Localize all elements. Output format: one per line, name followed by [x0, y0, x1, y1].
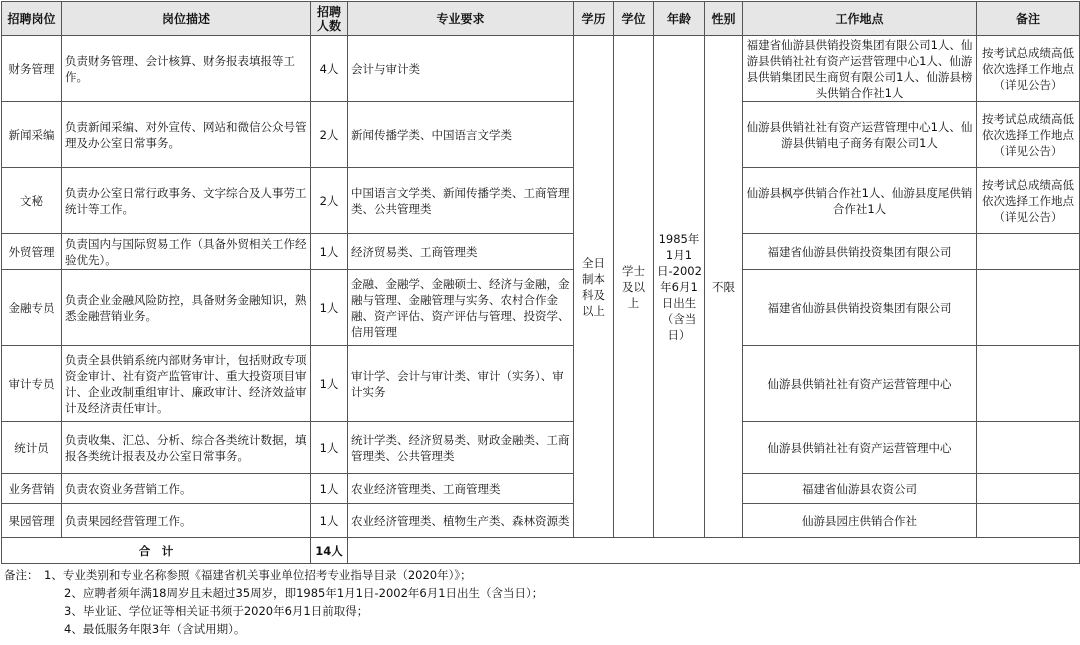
note-item: 1、专业类别和专业名称参照《福建省机关事业单位招考专业指导目录（2020年）》； [44, 568, 472, 582]
post-cell: 业务营销 [2, 474, 62, 504]
header-gender: 性别 [705, 2, 743, 36]
remark-cell [977, 270, 1080, 346]
header-major: 专业要求 [348, 2, 574, 36]
count-cell: 1人 [311, 474, 348, 504]
header-desc: 岗位描述 [62, 2, 311, 36]
note-line [4, 602, 1080, 620]
location-cell: 仙游县供销社社有资产运营管理中心 [743, 346, 977, 422]
notes-section [0, 564, 1080, 638]
post-cell: 金融专员 [2, 270, 62, 346]
desc-cell: 负责办公室日常行政事务、文字综合及人事劳工统计等工作。 [62, 168, 311, 234]
note-item: 3、毕业证、学位证等相关证书须于2020年6月1日前取得； [64, 604, 369, 618]
location-cell: 仙游县园庄供销合作社 [743, 504, 977, 538]
location-cell: 福建省仙游县农资公司 [743, 474, 977, 504]
count-cell: 1人 [311, 234, 348, 270]
post-cell: 文秘 [2, 168, 62, 234]
desc-cell: 负责国内与国际贸易工作（具备外贸相关工作经验优先）。 [62, 234, 311, 270]
count-cell: 2人 [311, 102, 348, 168]
location-cell: 仙游县枫亭供销合作社1人、仙游县度尾供销合作社1人 [743, 168, 977, 234]
major-cell: 经济贸易类、工商管理类 [348, 234, 574, 270]
post-cell: 外贸管理 [2, 234, 62, 270]
table-row [2, 36, 1080, 102]
desc-cell: 负责财务管理、会计核算、财务报表填报等工作。 [62, 36, 311, 102]
table-row [2, 270, 1080, 346]
note-line [4, 584, 1080, 602]
table-row [2, 234, 1080, 270]
post-cell: 财务管理 [2, 36, 62, 102]
count-cell: 1人 [311, 504, 348, 538]
desc-cell: 负责农资业务营销工作。 [62, 474, 311, 504]
gender-cell: 不限 [705, 36, 743, 538]
major-cell: 农业经济管理类、工商管理类 [348, 474, 574, 504]
degree-cell: 学士及以上 [614, 36, 654, 538]
header-education: 学历 [574, 2, 614, 36]
desc-cell: 负责果园经营管理工作。 [62, 504, 311, 538]
table-row [2, 168, 1080, 234]
table-row [2, 474, 1080, 504]
education-cell: 全日制本科及以上 [574, 36, 614, 538]
remark-cell [977, 234, 1080, 270]
count-cell: 1人 [311, 270, 348, 346]
desc-cell: 负责收集、汇总、分析、综合各类统计数据，填报各类统计报表及办公室日常事务。 [62, 422, 311, 474]
remark-cell [977, 346, 1080, 422]
remark-cell [977, 474, 1080, 504]
count-cell: 4人 [311, 36, 348, 102]
table-row [2, 102, 1080, 168]
location-cell: 仙游县供销社社有资产运营管理中心1人、仙游县供销电子商务有限公司1人 [743, 102, 977, 168]
major-cell: 统计学类、经济贸易类、财政金融类、工商管理类、公共管理类 [348, 422, 574, 474]
note-line [4, 620, 1080, 638]
header-location: 工作地点 [743, 2, 977, 36]
recruitment-table [1, 1, 1080, 564]
count-cell: 2人 [311, 168, 348, 234]
remark-cell: 按考试总成绩高低依次选择工作地点（详见公告） [977, 36, 1080, 102]
table-row [2, 422, 1080, 474]
header-count: 招聘人数 [311, 2, 348, 36]
total-label: 合 计 [2, 538, 311, 564]
location-cell: 福建省仙游县供销投资集团有限公司 [743, 270, 977, 346]
major-cell: 会计与审计类 [348, 36, 574, 102]
total-empty-cell [348, 538, 1080, 564]
post-cell: 新闻采编 [2, 102, 62, 168]
notes-label: 备注： [4, 568, 39, 582]
header-age: 年龄 [654, 2, 705, 36]
remark-cell [977, 504, 1080, 538]
note-item: 4、最低服务年限3年（含试用期）。 [64, 622, 246, 636]
age-cell: 1985年1月1日-2002年6月1日出生（含当日） [654, 36, 705, 538]
remark-cell [977, 422, 1080, 474]
table-row [2, 346, 1080, 422]
count-cell: 1人 [311, 346, 348, 422]
post-cell: 审计专员 [2, 346, 62, 422]
major-cell: 金融、金融学、金融硕士、经济与金融，金融与管理、金融管理与实务、农村合作金融、资产评估、资产评估与管理、投资学、信用管理 [348, 270, 574, 346]
header-post: 招聘岗位 [2, 2, 62, 36]
desc-cell: 负责全县供销系统内部财务审计，包括财政专项资金审计、社有资产监管审计、重大投资项目审计、企业改制重组审计、廉政审计、经济效益审计及经济责任审计。 [62, 346, 311, 422]
location-cell: 福建省仙游县供销投资集团有限公司1人、仙游县供销社社有资产运营管理中心1人、仙游县供销集团民生商贸有限公司1人、仙游县榜头供销合作社1人 [743, 36, 977, 102]
remark-cell: 按考试总成绩高低依次选择工作地点（详见公告） [977, 102, 1080, 168]
total-count: 14人 [311, 538, 348, 564]
post-cell: 统计员 [2, 422, 62, 474]
post-cell: 果园管理 [2, 504, 62, 538]
major-cell: 审计学、会计与审计类、审计（实务）、审计实务 [348, 346, 574, 422]
header-remark: 备注 [977, 2, 1080, 36]
major-cell: 中国语言文学类、新闻传播学类、工商管理类、公共管理类 [348, 168, 574, 234]
note-item: 2、应聘者须年满18周岁且未超过35周岁，即1985年1月1日-2002年6月1日出生（含当日）； [64, 586, 544, 600]
major-cell: 新闻传播学类、中国语言文学类 [348, 102, 574, 168]
header-row [2, 2, 1080, 36]
note-line [4, 566, 1080, 584]
major-cell: 农业经济管理类、植物生产类、森林资源类 [348, 504, 574, 538]
location-cell: 福建省仙游县供销投资集团有限公司 [743, 234, 977, 270]
desc-cell: 负责新闻采编、对外宣传、网站和微信公众号管理及办公室日常事务。 [62, 102, 311, 168]
header-degree: 学位 [614, 2, 654, 36]
location-cell: 仙游县供销社社有资产运营管理中心 [743, 422, 977, 474]
remark-cell: 按考试总成绩高低依次选择工作地点（详见公告） [977, 168, 1080, 234]
table-row [2, 504, 1080, 538]
desc-cell: 负责企业金融风险防控，具备财务金融知识，熟悉金融营销业务。 [62, 270, 311, 346]
total-row [2, 538, 1080, 564]
count-cell: 1人 [311, 422, 348, 474]
